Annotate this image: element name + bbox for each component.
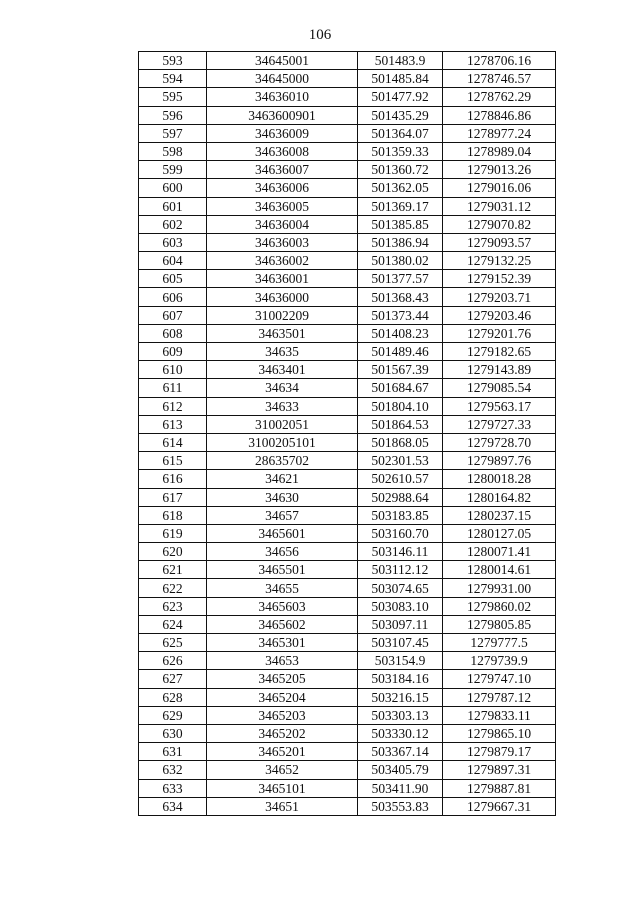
- x-coordinate-cell: 501364.07: [358, 124, 443, 142]
- point-id-cell: 34636008: [207, 142, 358, 160]
- y-coordinate-cell: 1279931.00: [443, 579, 556, 597]
- x-coordinate-cell: 502301.53: [358, 452, 443, 470]
- y-coordinate-cell: 1279093.57: [443, 233, 556, 251]
- point-number-cell: 625: [139, 634, 207, 652]
- point-number-cell: 611: [139, 379, 207, 397]
- point-id-cell: 34636002: [207, 252, 358, 270]
- x-coordinate-cell: 501868.05: [358, 433, 443, 451]
- table-row: [139, 306, 556, 324]
- point-number-cell: 617: [139, 488, 207, 506]
- table-row: [139, 797, 556, 815]
- point-id-cell: 34636001: [207, 270, 358, 288]
- x-coordinate-cell: 503146.11: [358, 543, 443, 561]
- point-id-cell: 3465603: [207, 597, 358, 615]
- point-id-cell: 34636006: [207, 179, 358, 197]
- y-coordinate-cell: 1279860.02: [443, 597, 556, 615]
- point-number-cell: 614: [139, 433, 207, 451]
- table-row: [139, 724, 556, 742]
- point-number-cell: 601: [139, 197, 207, 215]
- table-row: [139, 197, 556, 215]
- y-coordinate-cell: 1279016.06: [443, 179, 556, 197]
- table-row: [139, 161, 556, 179]
- x-coordinate-cell: 501380.02: [358, 252, 443, 270]
- y-coordinate-cell: 1279070.82: [443, 215, 556, 233]
- point-number-cell: 606: [139, 288, 207, 306]
- table-row: [139, 543, 556, 561]
- point-id-cell: 3463501: [207, 324, 358, 342]
- y-coordinate-cell: 1279132.25: [443, 252, 556, 270]
- table-row: [139, 379, 556, 397]
- x-coordinate-cell: 501489.46: [358, 343, 443, 361]
- y-coordinate-cell: 1278762.29: [443, 88, 556, 106]
- x-coordinate-cell: 503330.12: [358, 724, 443, 742]
- y-coordinate-cell: 1279805.85: [443, 615, 556, 633]
- point-id-cell: 3465602: [207, 615, 358, 633]
- point-number-cell: 594: [139, 70, 207, 88]
- x-coordinate-cell: 501373.44: [358, 306, 443, 324]
- table-row: [139, 270, 556, 288]
- x-coordinate-cell: 503154.9: [358, 652, 443, 670]
- y-coordinate-cell: 1279739.9: [443, 652, 556, 670]
- point-number-cell: 631: [139, 743, 207, 761]
- y-coordinate-cell: 1279203.71: [443, 288, 556, 306]
- y-coordinate-cell: 1280071.41: [443, 543, 556, 561]
- x-coordinate-cell: 503184.16: [358, 670, 443, 688]
- point-number-cell: 628: [139, 688, 207, 706]
- point-number-cell: 608: [139, 324, 207, 342]
- y-coordinate-cell: 1278706.16: [443, 52, 556, 70]
- point-id-cell: 34645001: [207, 52, 358, 70]
- y-coordinate-cell: 1279152.39: [443, 270, 556, 288]
- point-id-cell: 31002051: [207, 415, 358, 433]
- point-id-cell: 3465501: [207, 561, 358, 579]
- y-coordinate-cell: 1280018.28: [443, 470, 556, 488]
- point-number-cell: 600: [139, 179, 207, 197]
- table-row: [139, 561, 556, 579]
- y-coordinate-cell: 1279887.81: [443, 779, 556, 797]
- y-coordinate-cell: 1278977.24: [443, 124, 556, 142]
- x-coordinate-cell: 503083.10: [358, 597, 443, 615]
- point-number-cell: 613: [139, 415, 207, 433]
- point-number-cell: 599: [139, 161, 207, 179]
- point-id-cell: 34645000: [207, 70, 358, 88]
- table-row: [139, 452, 556, 470]
- point-number-cell: 612: [139, 397, 207, 415]
- table-row: [139, 670, 556, 688]
- y-coordinate-cell: 1279833.11: [443, 706, 556, 724]
- x-coordinate-cell: 501377.57: [358, 270, 443, 288]
- y-coordinate-cell: 1279777.5: [443, 634, 556, 652]
- table-row: [139, 761, 556, 779]
- x-coordinate-cell: 503216.15: [358, 688, 443, 706]
- point-id-cell: 34634: [207, 379, 358, 397]
- table-row: [139, 215, 556, 233]
- y-coordinate-cell: 1280237.15: [443, 506, 556, 524]
- table-row: [139, 288, 556, 306]
- y-coordinate-cell: 1278746.57: [443, 70, 556, 88]
- x-coordinate-cell: 503097.11: [358, 615, 443, 633]
- point-number-cell: 602: [139, 215, 207, 233]
- table-row: [139, 142, 556, 160]
- point-id-cell: 34657: [207, 506, 358, 524]
- y-coordinate-cell: 1279728.70: [443, 433, 556, 451]
- x-coordinate-cell: 503160.70: [358, 524, 443, 542]
- point-id-cell: 34633: [207, 397, 358, 415]
- point-number-cell: 609: [139, 343, 207, 361]
- point-number-cell: 634: [139, 797, 207, 815]
- table-row: [139, 106, 556, 124]
- x-coordinate-cell: 501483.9: [358, 52, 443, 70]
- x-coordinate-cell: 502988.64: [358, 488, 443, 506]
- table-row: [139, 433, 556, 451]
- point-id-cell: 34652: [207, 761, 358, 779]
- y-coordinate-cell: 1279031.12: [443, 197, 556, 215]
- x-coordinate-cell: 501864.53: [358, 415, 443, 433]
- point-number-cell: 619: [139, 524, 207, 542]
- x-coordinate-cell: 501369.17: [358, 197, 443, 215]
- y-coordinate-cell: 1279667.31: [443, 797, 556, 815]
- table-row: [139, 70, 556, 88]
- y-coordinate-cell: 1280127.05: [443, 524, 556, 542]
- point-number-cell: 632: [139, 761, 207, 779]
- y-coordinate-cell: 1279727.33: [443, 415, 556, 433]
- point-number-cell: 633: [139, 779, 207, 797]
- point-id-cell: 3465601: [207, 524, 358, 542]
- point-id-cell: 34636005: [207, 197, 358, 215]
- table-row: [139, 779, 556, 797]
- point-id-cell: 34656: [207, 543, 358, 561]
- point-number-cell: 616: [139, 470, 207, 488]
- y-coordinate-cell: 1278846.86: [443, 106, 556, 124]
- table-row: [139, 706, 556, 724]
- x-coordinate-cell: 501368.43: [358, 288, 443, 306]
- point-id-cell: 34636009: [207, 124, 358, 142]
- point-number-cell: 595: [139, 88, 207, 106]
- table-row: [139, 470, 556, 488]
- table-row: [139, 52, 556, 70]
- x-coordinate-cell: 501386.94: [358, 233, 443, 251]
- point-number-cell: 623: [139, 597, 207, 615]
- x-coordinate-cell: 503112.12: [358, 561, 443, 579]
- point-number-cell: 593: [139, 52, 207, 70]
- point-number-cell: 597: [139, 124, 207, 142]
- x-coordinate-cell: 501567.39: [358, 361, 443, 379]
- coordinates-table: [138, 51, 556, 816]
- table-row: [139, 652, 556, 670]
- x-coordinate-cell: 501359.33: [358, 142, 443, 160]
- point-number-cell: 605: [139, 270, 207, 288]
- y-coordinate-cell: 1279085.54: [443, 379, 556, 397]
- point-number-cell: 618: [139, 506, 207, 524]
- point-id-cell: 31002209: [207, 306, 358, 324]
- point-id-cell: 34636004: [207, 215, 358, 233]
- table-row: [139, 488, 556, 506]
- point-number-cell: 627: [139, 670, 207, 688]
- point-id-cell: 34621: [207, 470, 358, 488]
- x-coordinate-cell: 503411.90: [358, 779, 443, 797]
- point-id-cell: 3100205101: [207, 433, 358, 451]
- x-coordinate-cell: 501362.05: [358, 179, 443, 197]
- y-coordinate-cell: 1279013.26: [443, 161, 556, 179]
- x-coordinate-cell: 503553.83: [358, 797, 443, 815]
- point-id-cell: 3465204: [207, 688, 358, 706]
- y-coordinate-cell: 1278989.04: [443, 142, 556, 160]
- point-id-cell: 3465201: [207, 743, 358, 761]
- x-coordinate-cell: 503183.85: [358, 506, 443, 524]
- x-coordinate-cell: 501408.23: [358, 324, 443, 342]
- point-number-cell: 629: [139, 706, 207, 724]
- x-coordinate-cell: 501477.92: [358, 88, 443, 106]
- table-row: [139, 615, 556, 633]
- point-id-cell: 34636010: [207, 88, 358, 106]
- y-coordinate-cell: 1280164.82: [443, 488, 556, 506]
- point-number-cell: 620: [139, 543, 207, 561]
- x-coordinate-cell: 503107.45: [358, 634, 443, 652]
- point-number-cell: 603: [139, 233, 207, 251]
- table-row: [139, 688, 556, 706]
- point-number-cell: 604: [139, 252, 207, 270]
- y-coordinate-cell: 1279897.31: [443, 761, 556, 779]
- x-coordinate-cell: 503367.14: [358, 743, 443, 761]
- table-body: [139, 52, 556, 816]
- table-row: [139, 634, 556, 652]
- point-id-cell: 3465301: [207, 634, 358, 652]
- point-id-cell: 3463401: [207, 361, 358, 379]
- point-id-cell: 34636003: [207, 233, 358, 251]
- y-coordinate-cell: 1279897.76: [443, 452, 556, 470]
- point-id-cell: 3465205: [207, 670, 358, 688]
- table-row: [139, 397, 556, 415]
- table-row: [139, 361, 556, 379]
- point-id-cell: 28635702: [207, 452, 358, 470]
- y-coordinate-cell: 1279879.17: [443, 743, 556, 761]
- table-row: [139, 343, 556, 361]
- point-number-cell: 624: [139, 615, 207, 633]
- y-coordinate-cell: 1279143.89: [443, 361, 556, 379]
- point-number-cell: 622: [139, 579, 207, 597]
- point-id-cell: 3465203: [207, 706, 358, 724]
- table-row: [139, 524, 556, 542]
- point-id-cell: 34651: [207, 797, 358, 815]
- table-row: [139, 597, 556, 615]
- point-id-cell: 34635: [207, 343, 358, 361]
- point-id-cell: 3465101: [207, 779, 358, 797]
- y-coordinate-cell: 1279201.76: [443, 324, 556, 342]
- table-row: [139, 506, 556, 524]
- page-number: 106: [308, 27, 332, 43]
- point-id-cell: 34630: [207, 488, 358, 506]
- table-row: [139, 124, 556, 142]
- point-number-cell: 598: [139, 142, 207, 160]
- x-coordinate-cell: 502610.57: [358, 470, 443, 488]
- y-coordinate-cell: 1279865.10: [443, 724, 556, 742]
- point-id-cell: 34655: [207, 579, 358, 597]
- y-coordinate-cell: 1279182.65: [443, 343, 556, 361]
- y-coordinate-cell: 1279203.46: [443, 306, 556, 324]
- point-id-cell: 34653: [207, 652, 358, 670]
- point-number-cell: 621: [139, 561, 207, 579]
- x-coordinate-cell: 503303.13: [358, 706, 443, 724]
- point-number-cell: 626: [139, 652, 207, 670]
- x-coordinate-cell: 501804.10: [358, 397, 443, 415]
- point-id-cell: 3465202: [207, 724, 358, 742]
- y-coordinate-cell: 1280014.61: [443, 561, 556, 579]
- y-coordinate-cell: 1279747.10: [443, 670, 556, 688]
- point-number-cell: 596: [139, 106, 207, 124]
- x-coordinate-cell: 503405.79: [358, 761, 443, 779]
- table-row: [139, 88, 556, 106]
- y-coordinate-cell: 1279787.12: [443, 688, 556, 706]
- point-number-cell: 610: [139, 361, 207, 379]
- x-coordinate-cell: 501485.84: [358, 70, 443, 88]
- x-coordinate-cell: 501360.72: [358, 161, 443, 179]
- x-coordinate-cell: 501385.85: [358, 215, 443, 233]
- x-coordinate-cell: 501684.67: [358, 379, 443, 397]
- table-row: [139, 252, 556, 270]
- point-id-cell: 3463600901: [207, 106, 358, 124]
- table-row: [139, 179, 556, 197]
- table-row: [139, 415, 556, 433]
- table-row: [139, 743, 556, 761]
- table-row: [139, 324, 556, 342]
- point-number-cell: 607: [139, 306, 207, 324]
- point-number-cell: 615: [139, 452, 207, 470]
- point-id-cell: 34636007: [207, 161, 358, 179]
- table-row: [139, 579, 556, 597]
- point-id-cell: 34636000: [207, 288, 358, 306]
- x-coordinate-cell: 501435.29: [358, 106, 443, 124]
- y-coordinate-cell: 1279563.17: [443, 397, 556, 415]
- x-coordinate-cell: 503074.65: [358, 579, 443, 597]
- point-number-cell: 630: [139, 724, 207, 742]
- table-row: [139, 233, 556, 251]
